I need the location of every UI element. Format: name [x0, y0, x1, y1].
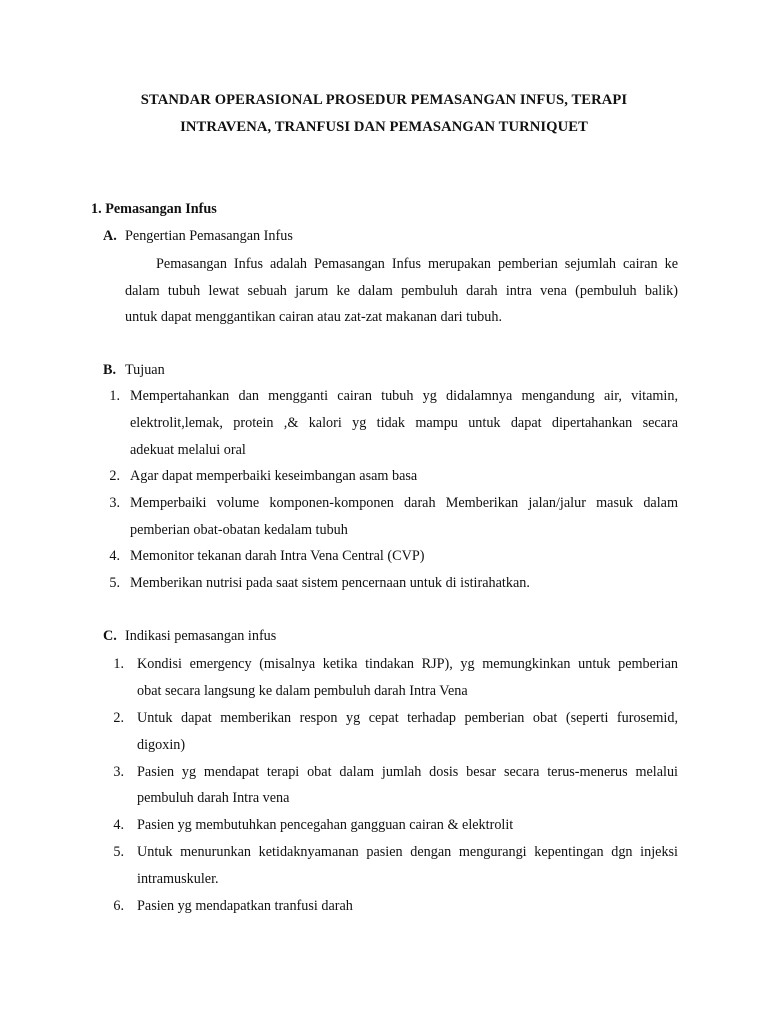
- list-item-line: pemberian obat-obatan kedalam tubuh: [130, 522, 348, 538]
- list-item-line: adekuat melalui oral: [130, 442, 246, 458]
- paragraph-line: untuk dapat menggantikan cairan atau zat-zat makanan dari tubuh.: [125, 309, 502, 325]
- list-item-line: Pasien yg membutuhkan pencegahan gangguan cairan & elektrolit: [137, 817, 514, 833]
- list-number: 3.: [113, 764, 124, 780]
- subsection-heading-b: Tujuan: [125, 362, 165, 378]
- subsection-heading-c: Indikasi pemasangan infus: [125, 628, 277, 644]
- subsection-heading-a: Pengertian Pemasangan Infus: [125, 228, 293, 244]
- subsection-letter-a: A.: [103, 228, 117, 244]
- document-title-line-2: INTRAVENA, TRANFUSI DAN PEMASANGAN TURNIQUET: [180, 119, 588, 135]
- list-number: 2.: [113, 710, 124, 726]
- list-item-line: Pasien yg mendapat terapi obat dalam jumlah dosis besar secara terus-menerus melalui: [137, 764, 678, 780]
- list-item-line: Pasien yg mendapatkan tranfusi darah: [137, 898, 353, 914]
- list-number: 1.: [109, 388, 120, 404]
- list-item-line: Mempertahankan dan mengganti cairan tubuh yg didalamnya mengandung air, vitamin,: [130, 388, 678, 404]
- list-item-line: intramuskuler.: [137, 871, 219, 887]
- list-number: 5.: [113, 844, 124, 860]
- list-item-line: Memperbaiki volume komponen-komponen darah Memberikan jalan/jalur masuk dalam: [130, 495, 678, 511]
- document-title-line-1: STANDAR OPERASIONAL PROSEDUR PEMASANGAN INFUS, TERAPI: [140, 92, 628, 108]
- list-item-line: Untuk dapat memberikan respon yg cepat terhadap pemberian obat (seperti furosemid,: [137, 710, 678, 726]
- list-item-line: Memberikan nutrisi pada saat sistem pencernaan untuk di istirahatkan.: [130, 575, 530, 591]
- list-item-line: obat secara langsung ke dalam pembuluh darah Intra Vena: [137, 683, 468, 699]
- list-number: 2.: [109, 468, 120, 484]
- list-item-line: pembuluh darah Intra vena: [137, 790, 290, 806]
- list-number: 3.: [109, 495, 120, 511]
- paragraph-line: dalam tubuh lewat sebuah jarum ke dalam pembuluh darah intra vena (pembuluh balik): [125, 283, 678, 299]
- list-item-line: Agar dapat memperbaiki keseimbangan asam basa: [130, 468, 418, 484]
- paragraph-line: Pemasangan Infus adalah Pemasangan Infus merupakan pemberian sejumlah cairan ke: [156, 256, 678, 272]
- list-item-line: Memonitor tekanan darah Intra Vena Central (CVP): [130, 548, 425, 564]
- list-item-line: Untuk menurunkan ketidaknyamanan pasien dengan mengurangi kepentingan dgn injeksi: [137, 844, 678, 860]
- section-heading: 1. Pemasangan Infus: [91, 201, 217, 217]
- list-number: 4.: [109, 548, 120, 564]
- list-item-line: elektrolit,lemak, protein ,& kalori yg tidak mampu untuk dapat dipertahankan secara: [130, 415, 678, 431]
- list-item-line: Kondisi emergency (misalnya ketika tindakan RJP), yg memungkinkan untuk pemberian: [137, 656, 678, 672]
- list-number: 5.: [109, 575, 120, 591]
- list-number: 4.: [113, 817, 124, 833]
- list-number: 1.: [113, 656, 124, 672]
- subsection-letter-c: C.: [103, 628, 117, 644]
- list-number: 6.: [113, 898, 124, 914]
- list-item-line: digoxin): [137, 737, 186, 753]
- subsection-letter-b: B.: [103, 362, 117, 378]
